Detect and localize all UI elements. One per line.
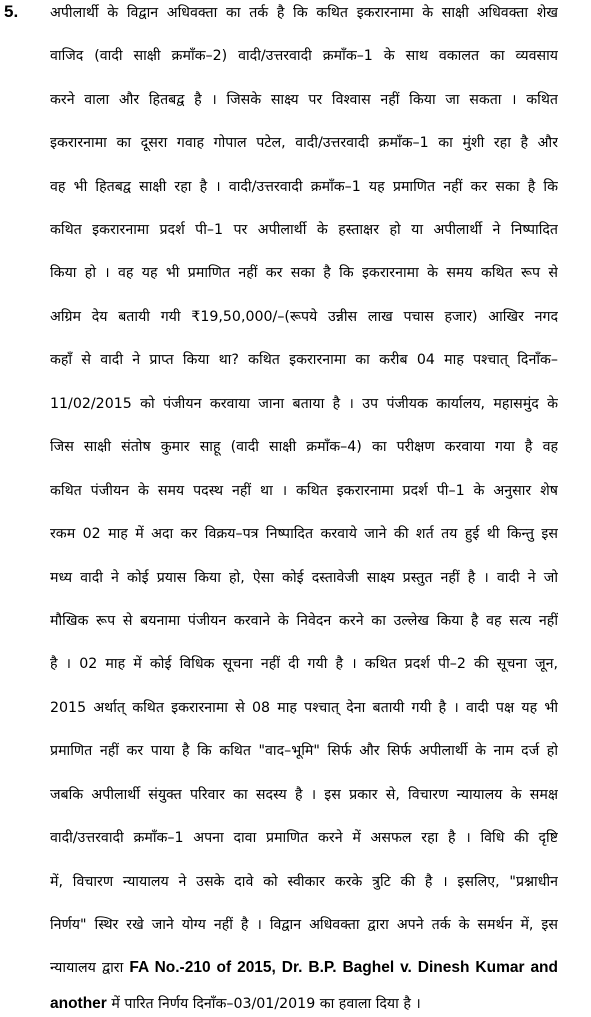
case-citation: FA No.-210 of 2015, Dr. B.P. Baghel v. Dinesh Kumar and	[129, 959, 558, 976]
text-line: वादी/उत्तरवादी क्रमाँक–1 अपना दावा प्रमाणित करने में असफल रहा है । विधि की दृष्टि	[50, 830, 558, 846]
text-line: इकरारनामा का दूसरा गवाह गोपाल पटेल, वादी/उत्तरवादी क्रमाँक–1 का मुंशी रहा है और	[50, 135, 558, 151]
citation-line	[50, 957, 558, 979]
closing-text: में पारित निर्णय दिनाँक–03/01/2019 का हवाला दिया है ।	[106, 996, 421, 1012]
case-citation-end: another	[50, 995, 107, 1012]
text-line: अग्रिम देय बतायी गयी ₹19,50,000/–(रूपये उन्नीस लाख पचास हजार) आखिर नगद	[50, 309, 558, 325]
text-line: जिस साक्षी संतोष कुमार साहू (वादी साक्षी क्रमाँक–4) का परीक्षण करवाया गया है वह	[50, 439, 558, 455]
closing-line	[50, 993, 558, 1015]
text-line: मध्य वादी ने कोई प्रयास किया हो, ऐसा कोई दस्तावेजी साक्ष्य प्रस्तुत नहीं है । वादी ने जो	[50, 570, 558, 586]
text-line: रकम 02 माह में अदा कर विक्रय–पत्र निष्पादित करवाये जाने की शर्त तय हुई थी किन्तु इस	[50, 526, 558, 542]
text-line: किया हो । वह यह भी प्रमाणित नहीं कर सका है कि इकरारनामा के समय कथित रूप से	[50, 265, 558, 281]
citation-prefix: न्यायालय द्वारा	[50, 960, 130, 976]
text-line: निर्णय" स्थिर रखे जाने योग्य नहीं है । विद्वान अधिवक्ता द्वारा अपने तर्क के समर्थन में, इस	[50, 917, 558, 933]
text-line: कथित पंजीयन के समय पदस्थ नहीं था । कथित इकरारनामा प्रदर्श पी–1 के अनुसार शेष	[50, 483, 558, 499]
text-line: में, विचारण न्यायालय ने उसके दावे को स्वीकार करके त्रुटि की है । इसलिए, "प्रश्नाधीन	[50, 874, 558, 890]
text-line: करने वाला और हितबद्व है । जिसके साक्ष्य पर विश्वास नहीं किया जा सकता । कथित	[50, 92, 558, 108]
text-line: है । 02 माह में कोई विधिक सूचना नहीं दी गयी है । कथित प्रदर्श पी–2 की सूचना जून,	[50, 656, 558, 672]
text-line: अपीलार्थी के विद्वान अधिवक्ता का तर्क है कि कथित इकरारनामा के साक्षी अधिवक्ता शेख	[50, 5, 558, 21]
text-line: वाजिद (वादी साक्षी क्रमाँक–2) वादी/उत्तरवादी क्रमाँक–1 के साथ वकालत का व्यवसाय	[50, 48, 558, 64]
text-line: जबकि अपीलार्थी संयुक्त परिवार का सदस्य है । इस प्रकार से, विचारण न्यायालय के समक्ष	[50, 787, 558, 803]
text-line: मौखिक रूप से बयनामा पंजीयन करवाने के निवेदन करने का उल्लेख किया है वह सत्य नहीं	[50, 613, 558, 629]
text-line: प्रमाणित नहीं कर पाया है कि कथित "वाद–भूमि" सिर्फ और सिर्फ अपीलार्थी के नाम दर्ज हो	[50, 743, 558, 759]
text-line: 2015 अर्थात् कथित इकरारनामा से 08 माह पश्चात् देना बतायी गयी है । वादी पक्ष यह भी	[50, 700, 558, 716]
paragraph-number: 5.	[4, 2, 19, 21]
text-line: कहाँ से वादी ने प्राप्त किया था? कथित इकरारनामा का करीब 04 माह पश्चात् दिनाँक–	[50, 352, 558, 368]
text-line: वह भी हितबद्व साक्षी रहा है । वादी/उत्तरवादी क्रमाँक–1 यह प्रमाणित नहीं कर सका है कि	[50, 179, 558, 195]
text-line: 11/02/2015 को पंजीयन करवाया जाना बताया है । उप पंजीयक कार्यालय, महासमुंद के	[50, 396, 558, 412]
text-line: कथित इकरारनामा प्रदर्श पी–1 पर अपीलार्थी के हस्ताक्षर हो या अपीलार्थी ने निष्पादित	[50, 222, 558, 238]
